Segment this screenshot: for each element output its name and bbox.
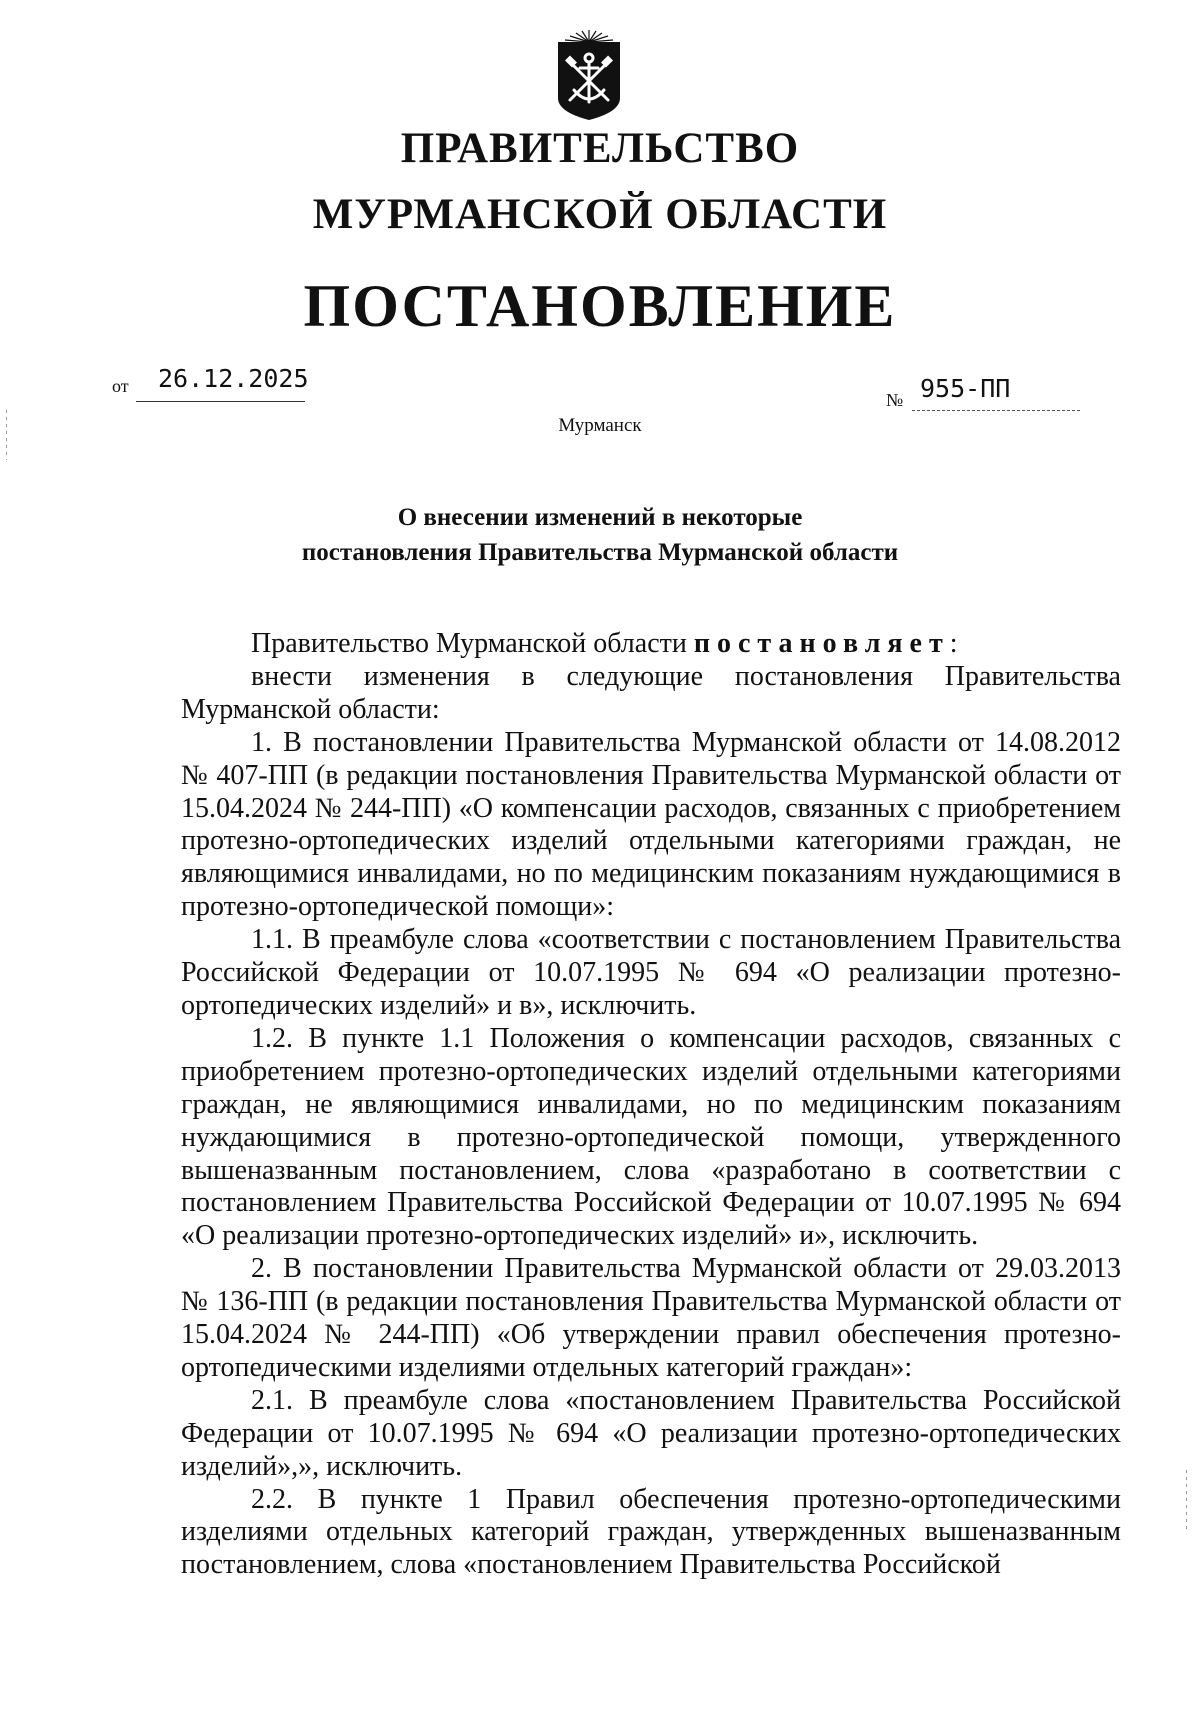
paragraph-2: 2. В постановлении Правительства Мурманской области от 29.03.2013 № 136-ПП (в редакции постановления Правительства Мурманской области от 15.04.2024 № 244-ПП) «Об утверждении правил обеспечения протезно-ортопедическими изделиями отдельных категорий граждан»:	[181, 1253, 1121, 1383]
government-name-line1: ПРАВИТЕЛЬСТВО	[400, 125, 800, 172]
government-name-line2: МУРМАНСКОЙ ОБЛАСТИ	[312, 191, 888, 238]
intro-resolves: постановляет	[693, 628, 950, 659]
scan-edge-mark-right	[1186, 1470, 1187, 1530]
paragraph-2-1: 2.1. В преамбуле слова «постановлением Правительства Российской Федерации от 10.07.1995 № 694 «О реализации протезно-ортопедических изделий»,», исключить.	[181, 1384, 1121, 1482]
intro-suffix: :	[949, 628, 958, 659]
document-number: 955-ПП	[920, 374, 1011, 403]
document-title	[0, 500, 1200, 570]
city: Мурманск	[558, 415, 642, 436]
number-prefix: №	[886, 390, 904, 410]
date-prefix: от	[112, 376, 129, 396]
paragraph-2-2: 2.2. В пункте 1 Правил обеспечения протезно-ортопедическими изделиями отдельных категорий граждан, утвержденных вышеназванным постановлением, слова «постановлением Правительства Российской	[181, 1483, 1121, 1581]
document-type: ПОСТАНОВЛЕНИЕ	[303, 273, 897, 339]
paragraph-1-2: 1.2. В пункте 1.1 Положения о компенсации расходов, связанных с приобретением протезно-ортопедических изделий отдельными категориями граждан, не являющимися инвалидами, но по медицинским показаниям нуждающимися в протезно-ортопедической помощи, утвержденного вышеназванным постановлением, слова «разработано в соответствии с постановлением Правительства Российской Федерации от 10.07.1995 № 694 «О реализации протезно-ортопедических изделий» и», исключить.	[181, 1022, 1121, 1252]
coat-of-arms-icon	[554, 28, 624, 122]
intro-paragraph	[181, 628, 1121, 661]
paragraph-1: 1. В постановлении Правительства Мурманской области от 14.08.2012 № 407-ПП (в редакции постановления Правительства Мурманской области от 15.04.2024 № 244-ПП) «О компенсации расходов, связанных с приобретением протезно-ортопедических изделий отдельными категориями граждан, не являющимися инвалидами, но по медицинским показаниям нуждающимися в протезно-ортопедической помощи»:	[181, 726, 1121, 923]
date-underline	[136, 401, 305, 402]
scan-edge-mark-left	[6, 410, 7, 460]
intro-prefix: Правительство Мурманской области	[251, 628, 694, 659]
paragraph-1-1: 1.1. В преамбуле слова «соответствии с постановлением Правительства Российской Федерации от 10.07.1995 № 694 «О реализации протезно-ортопедических изделий» и в», исключить.	[181, 924, 1121, 1021]
document-body	[181, 628, 1121, 1582]
document-title-line2: постановления Правительства Мурманской области	[301, 539, 899, 566]
document-title-line1: О внесении изменений в некоторые	[397, 504, 803, 531]
lead-paragraph: внести изменения в следующие постановления Правительства Мурманской области:	[181, 660, 1121, 725]
document-date: 26.12.2025	[158, 364, 309, 393]
number-underline	[912, 410, 1080, 411]
